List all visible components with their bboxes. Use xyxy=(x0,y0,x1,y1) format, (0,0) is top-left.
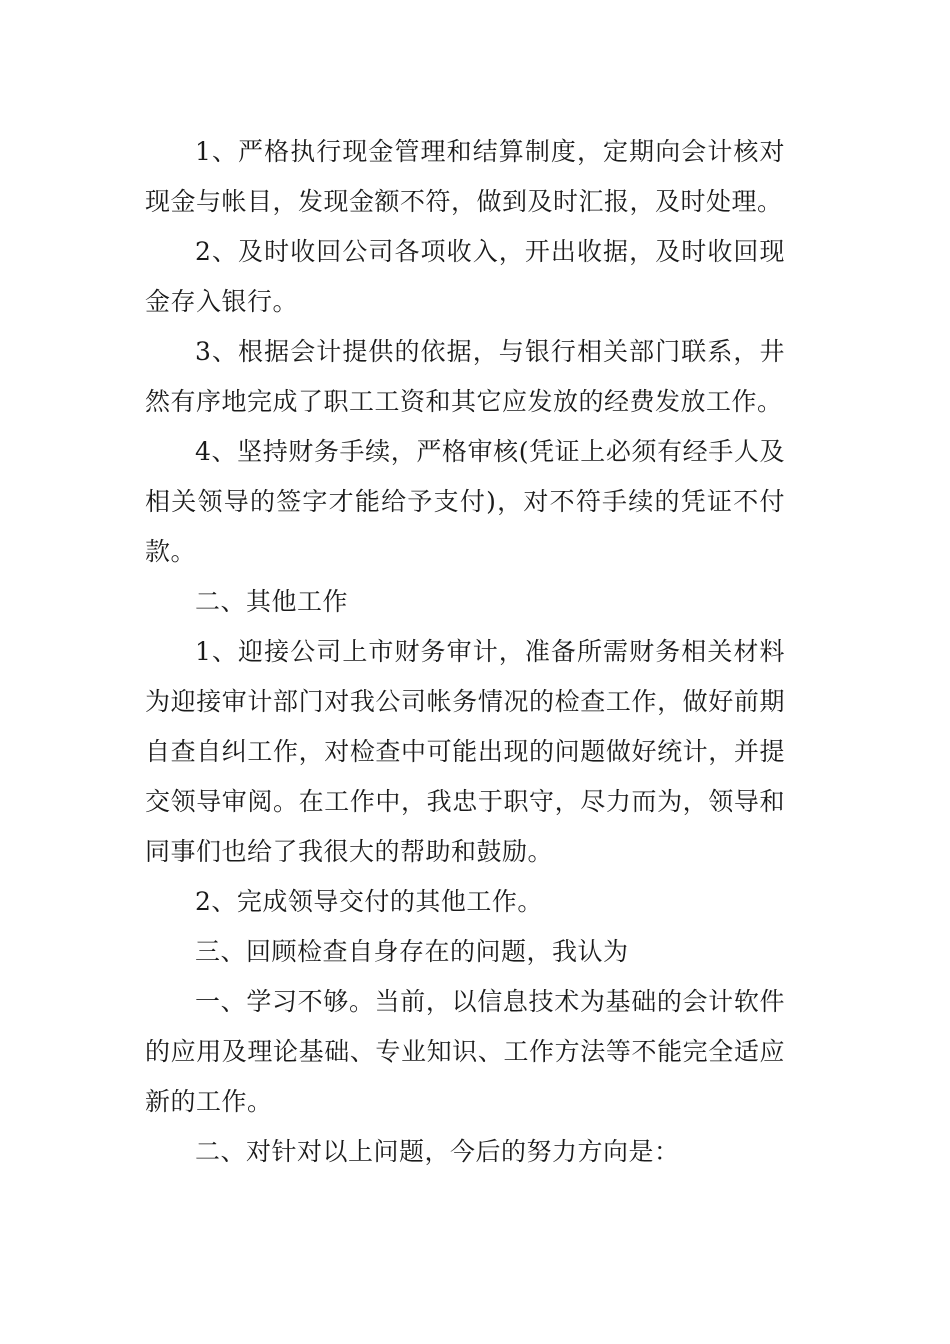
paragraph-future-direction: 二、对针对以上问题，今后的努力方向是： xyxy=(195,1137,680,1166)
paragraph-collect-income: 2、及时收回公司各项收入，开出收据，及时收回现金存入银行。 xyxy=(145,237,785,316)
document-body xyxy=(145,127,785,1177)
paragraph-cash-management: 1、严格执行现金管理和结算制度，定期向会计核对现金与帐目，发现金额不符，做到及时汇报，及时处理。 xyxy=(145,137,785,216)
paragraph-audit-procedures: 4、坚持财务手续，严格审核(凭证上必须有经手人及相关领导的签字才能给予支付)，对不符手续的凭证不付款。 xyxy=(145,437,785,566)
section-heading-other-work: 二、其他工作 xyxy=(195,587,349,616)
paragraph-other-tasks: 2、完成领导交付的其他工作。 xyxy=(195,887,543,916)
paragraph-insufficient-study: 一、学习不够。当前，以信息技术为基础的会计软件的应用及理论基础、专业知识、工作方法等不能完全适应新的工作。 xyxy=(145,987,785,1116)
section-heading-review-problems: 三、回顾检查自身存在的问题，我认为 xyxy=(195,937,629,966)
paragraph-salary-payment: 3、根据会计提供的依据，与银行相关部门联系，井然有序地完成了职工工资和其它应发放的经费发放工作。 xyxy=(145,337,785,416)
paragraph-financial-audit: 1、迎接公司上市财务审计，准备所需财务相关材料为迎接审计部门对我公司帐务情况的检查工作，做好前期自查自纠工作，对检查中可能出现的问题做好统计，并提交领导审阅。在工作中，我忠于职守，尽力而为，领导和同事们也给了我很大的帮助和鼓励。 xyxy=(145,637,785,866)
